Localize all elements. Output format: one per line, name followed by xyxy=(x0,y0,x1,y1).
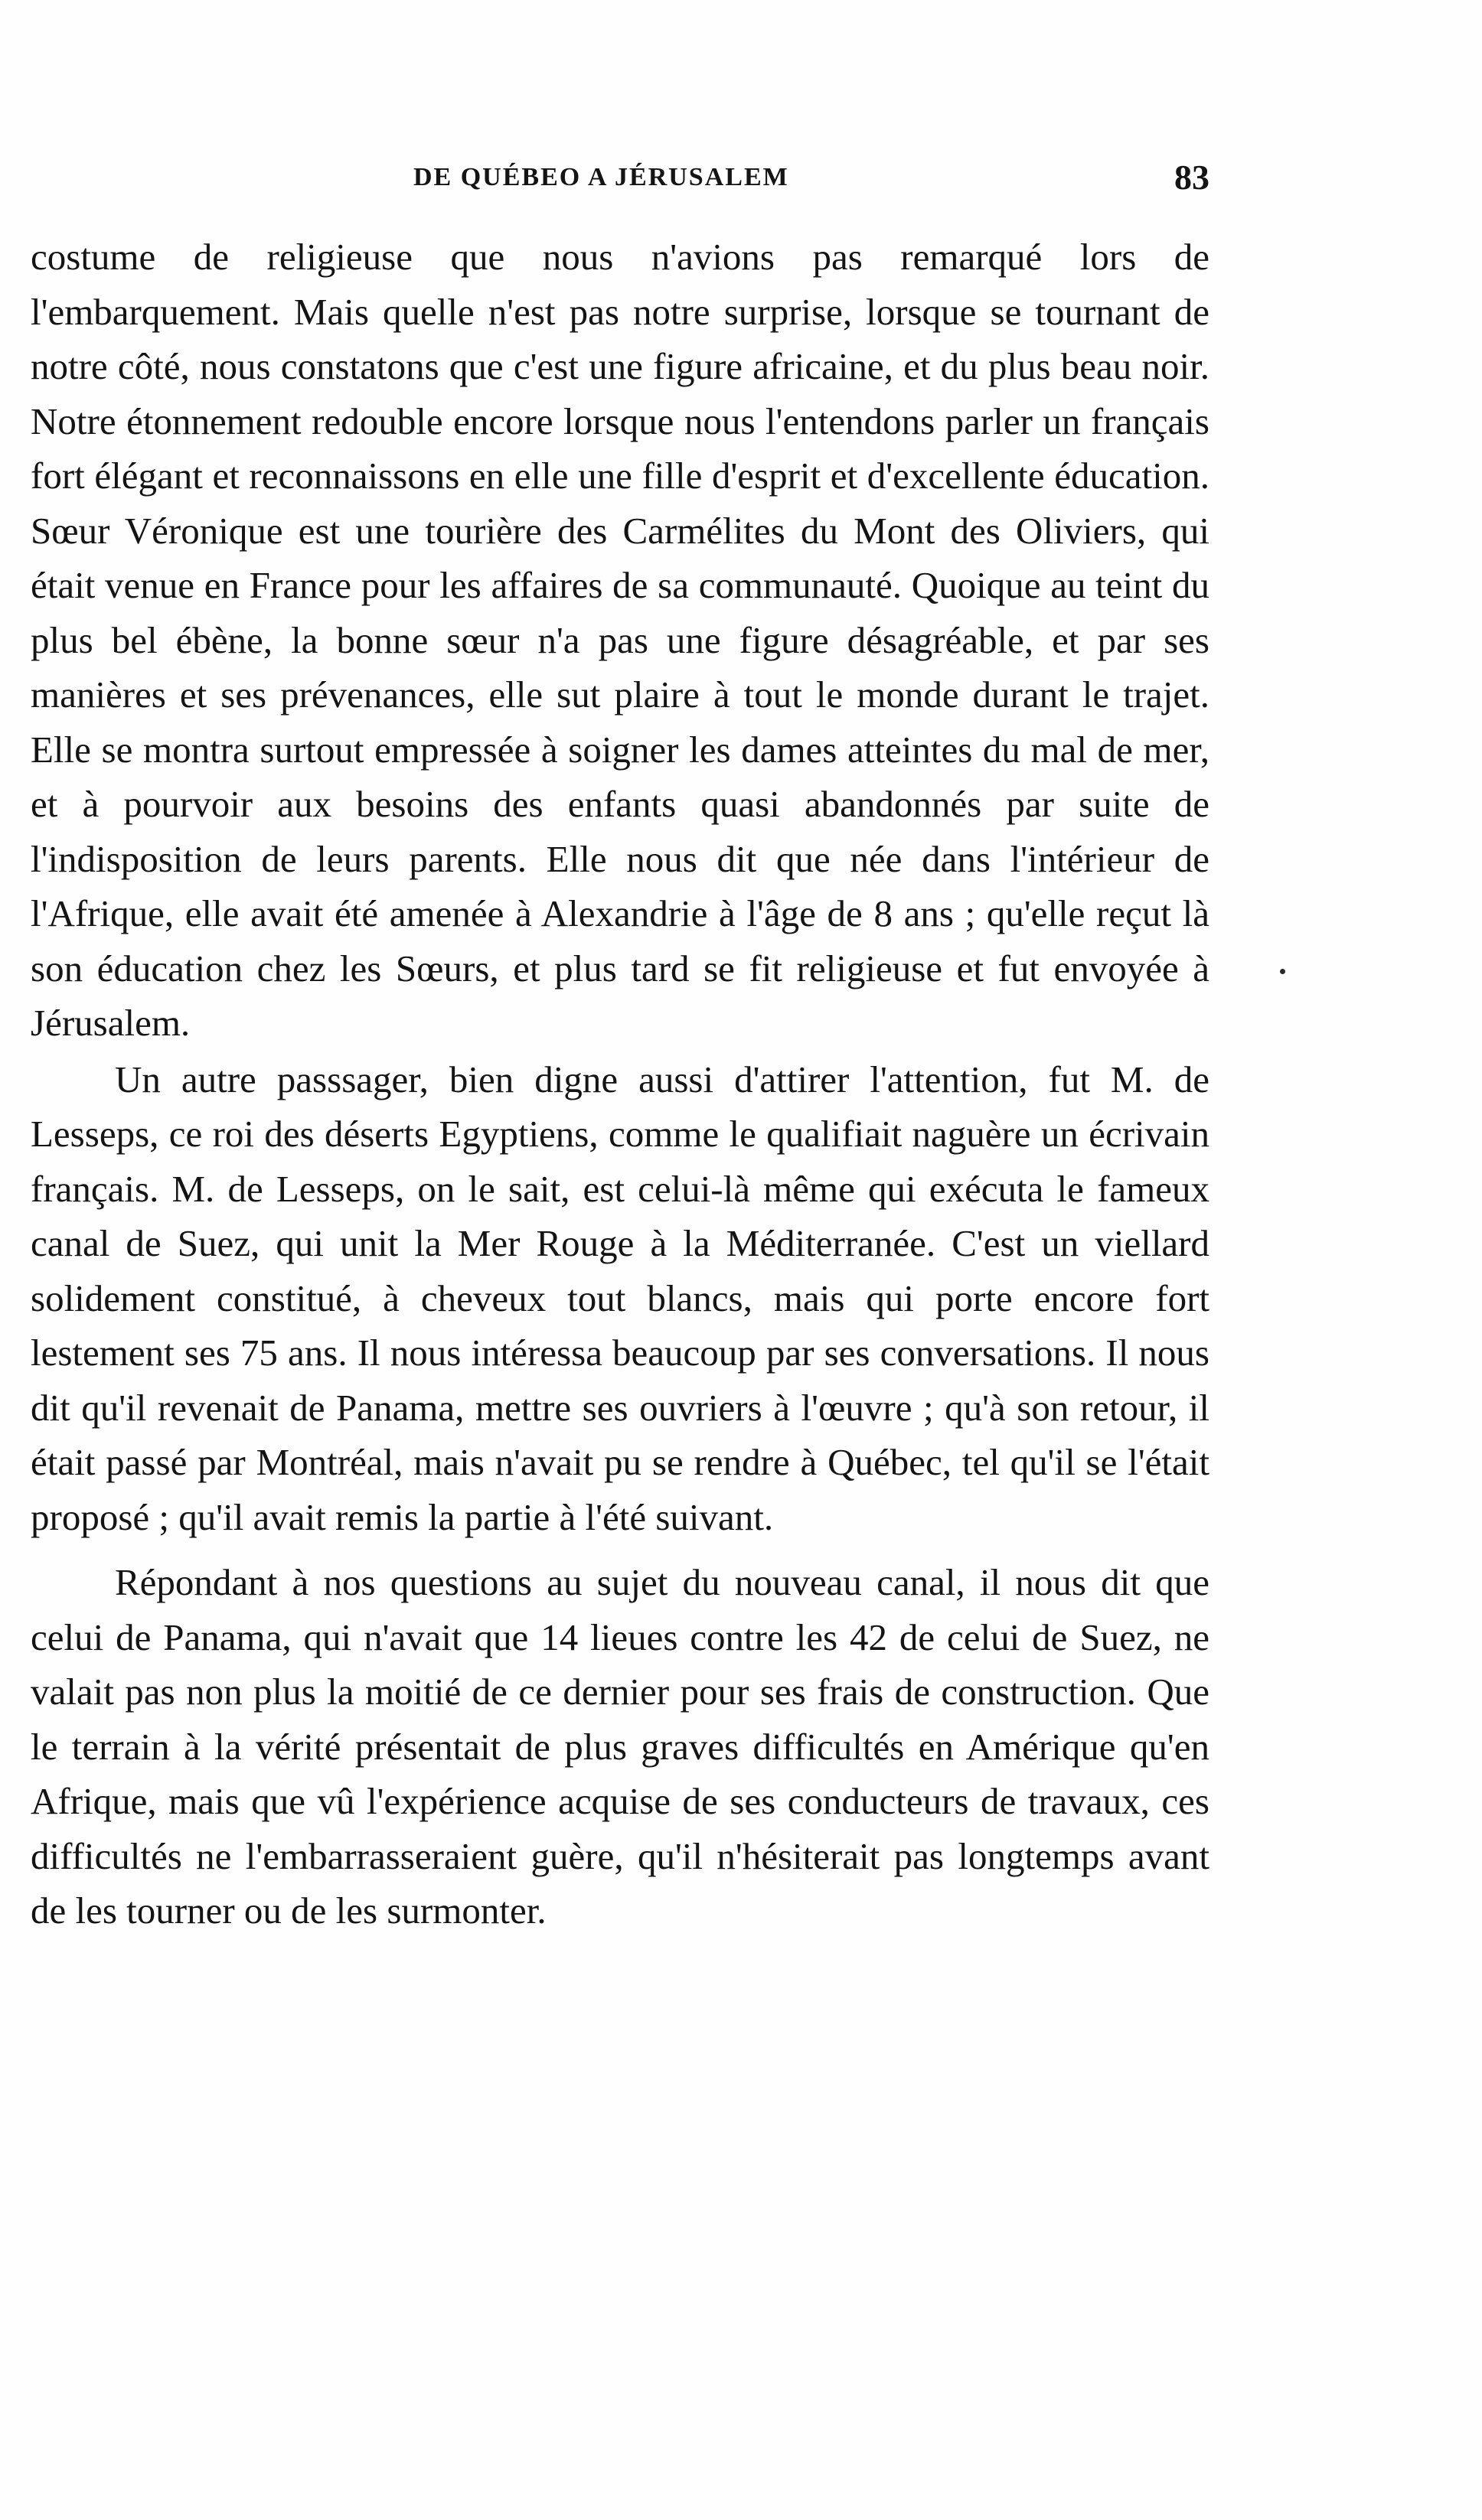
running-title: DE QUÉBEO A JÉRUSALEM xyxy=(413,163,789,191)
paragraph-3: Répondant à nos questions au sujet du nouveau canal, il nous dit que celui de Panama, qui n'avait que 14 lieues contre les 42 de celui de Suez, ne valait pas non plus la moitié de ce dernier pour ses frais de construction. Que le terrain à la vérité présentait de plus graves difficultés en Amérique qu'en Afrique, mais que vû l'expérience acquise de ses conducteurs de travaux, ces difficultés ne l'embarrasseraient guère, qu'il n'hésiterait pas longtemps avant de les tourner ou de les surmonter. xyxy=(31,1561,1209,1932)
paragraph-1: costume de religieuse que nous n'avions pas remarqué lors de l'embarquement. Mais quelle n'est pas notre surprise, lorsque se tournant de notre côté, nous constatons que c'est une figure africaine, et du plus beau noir. Notre étonnement redouble encore lorsque nous l'entendons parler un français fort élégant et reconnaissons en elle une fille d'esprit et d'excellente éducation. Sœur Véronique est une tourière des Carmélites du Mont des Oliviers, qui était venue en France pour les affaires de sa communauté. Quoique au teint du plus bel ébène, la bonne sœur n'a pas une figure désagréable, et par ses manières et ses prévenances, elle sut plaire à tout le monde durant le trajet. Elle se montra surtout empressée à soigner les dames atteintes du mal de mer, et à pourvoir aux besoins des enfants quasi abandonnés par suite de l'indisposition de leurs parents. Elle nous dit que née dans l'intérieur de l'Afrique, elle avait été amenée à Alexandrie à l'âge de 8 ans ; qu'elle reçut là son éducation chez les Sœurs, et plus tard se fit religieuse et fut envoyée à Jérusalem. xyxy=(31,236,1209,1044)
paragraph-2: Un autre passsager, bien digne aussi d'attirer l'attention, fut M. de Lesseps, ce roi des déserts Egyptiens, comme le qualifiait naguère un écrivain français. M. de Lesseps, on le sait, est celui-là même qui exécuta le fameux canal de Suez, qui unit la Mer Rouge à la Méditerranée. C'est un viellard solidement constitué, à cheveux tout blancs, mais qui porte encore fort lestement ses 75 ans. Il nous intéressa beaucoup par ses conversations. Il nous dit qu'il revenait de Panama, mettre ses ouvriers à l'œuvre ; qu'à son retour, il était passé par Montréal, mais n'avait pu se rendre à Québec, tel qu'il se l'était proposé ; qu'il avait remis la partie à l'été suivant. xyxy=(31,1058,1209,1538)
body-text xyxy=(31,230,1209,1938)
ink-speck xyxy=(1280,969,1285,974)
page-number: 83 xyxy=(1174,158,1209,197)
page-header xyxy=(31,157,1209,203)
